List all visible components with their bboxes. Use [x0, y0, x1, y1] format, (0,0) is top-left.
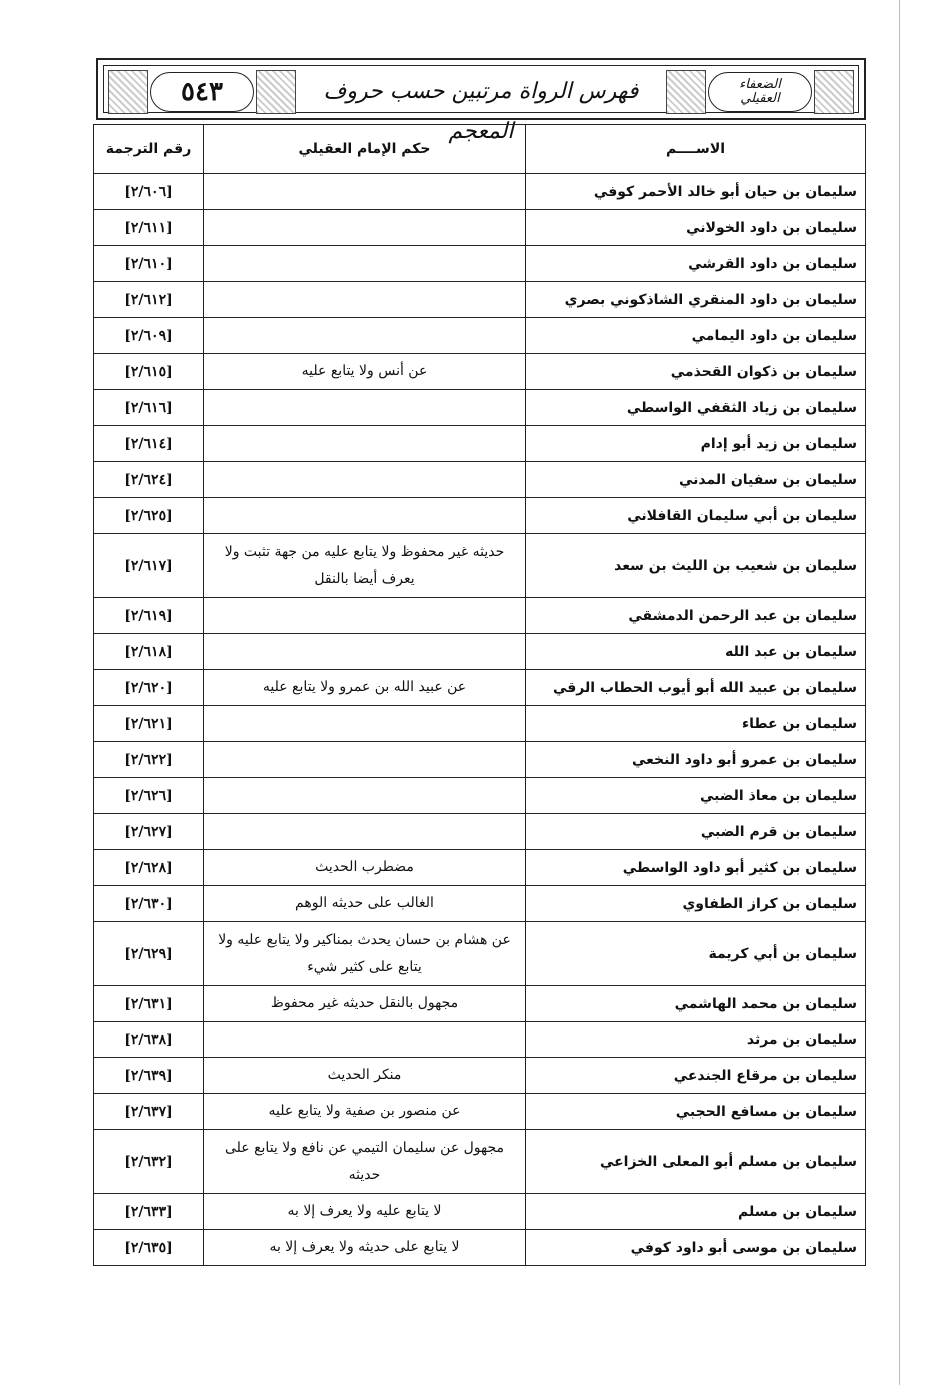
ruling-cell	[204, 318, 526, 354]
translation-ref-cell: [٢/٦٣٩]	[94, 1058, 204, 1094]
narrator-name-cell: سليمان بن داود المنقري الشاذكوني بصري	[526, 282, 866, 318]
narrator-name-cell: سليمان بن زيد أبو إدام	[526, 426, 866, 462]
table-row	[94, 850, 866, 886]
ruling-cell: مجهول عن سليمان التيمي عن نافع ولا يتابع على حديثه	[204, 1130, 526, 1194]
ruling-cell: عن أنس ولا يتابع عليه	[204, 354, 526, 390]
ruling-cell	[204, 498, 526, 534]
translation-ref-cell: [٢/٦٣٥]	[94, 1230, 204, 1266]
narrator-name-cell: سليمان بن موسى أبو داود كوفي	[526, 1230, 866, 1266]
ruling-cell	[204, 706, 526, 742]
narrator-name-cell: سليمان بن معاذ الضبي	[526, 778, 866, 814]
table-row	[94, 1194, 866, 1230]
ruling-cell	[204, 742, 526, 778]
table-row	[94, 354, 866, 390]
table-row	[94, 318, 866, 354]
page-title: فهرس الرواة مرتبين حسب حروف المعجم	[323, 79, 639, 144]
translation-ref-cell: [٢/٦١٦]	[94, 390, 204, 426]
narrator-name-cell: سليمان بن أبي سليمان القافلاني	[526, 498, 866, 534]
translation-ref-cell: [٢/٦١٩]	[94, 598, 204, 634]
table-row	[94, 210, 866, 246]
table-row	[94, 1022, 866, 1058]
narrator-name-cell: سليمان بن زياد الثقفي الواسطي	[526, 390, 866, 426]
narrator-name-cell: سليمان بن داود الخولاني	[526, 210, 866, 246]
table-row	[94, 634, 866, 670]
ruling-cell: مجهول بالنقل حديثه غير محفوظ	[204, 986, 526, 1022]
table-row	[94, 1230, 866, 1266]
table-row	[94, 670, 866, 706]
page-number: ٥٤٣	[181, 77, 223, 107]
translation-ref-cell: [٢/٦٢٠]	[94, 670, 204, 706]
column-header-ref: رقم الترجمة	[94, 125, 204, 174]
translation-ref-cell: [٢/٦٢٩]	[94, 922, 204, 986]
table-row	[94, 814, 866, 850]
logo-text-top: الضعفاء	[739, 77, 781, 92]
ruling-cell	[204, 426, 526, 462]
ruling-cell: عن عبيد الله بن عمرو ولا يتابع عليه	[204, 670, 526, 706]
translation-ref-cell: [٢/٦٢١]	[94, 706, 204, 742]
ruling-cell	[204, 174, 526, 210]
table-row	[94, 282, 866, 318]
table-row	[94, 174, 866, 210]
translation-ref-cell: [٢/٦٢٨]	[94, 850, 204, 886]
table-header-row	[94, 125, 866, 174]
translation-ref-cell: [٢/٦٠٩]	[94, 318, 204, 354]
translation-ref-cell: [٢/٦٣٧]	[94, 1094, 204, 1130]
translation-ref-cell: [٢/٦٣٢]	[94, 1130, 204, 1194]
ruling-cell	[204, 1022, 526, 1058]
narrator-name-cell: سليمان بن ذكوان القحذمي	[526, 354, 866, 390]
ruling-cell: لا يتابع عليه ولا يعرف إلا به	[204, 1194, 526, 1230]
translation-ref-cell: [٢/٦٣١]	[94, 986, 204, 1022]
narrator-name-cell: سليمان بن مسلم	[526, 1194, 866, 1230]
table-row	[94, 1058, 866, 1094]
narrator-name-cell: سليمان بن مرثد	[526, 1022, 866, 1058]
translation-ref-cell: [٢/٦١١]	[94, 210, 204, 246]
narrator-name-cell: سليمان بن محمد الهاشمي	[526, 986, 866, 1022]
translation-ref-cell: [٢/٦١٧]	[94, 534, 204, 598]
ruling-cell: عن منصور بن صفية ولا يتابع عليه	[204, 1094, 526, 1130]
table-row	[94, 886, 866, 922]
table-row	[94, 778, 866, 814]
ruling-cell	[204, 462, 526, 498]
narrator-name-cell: سليمان بن عطاء	[526, 706, 866, 742]
translation-ref-cell: [٢/٦١٨]	[94, 634, 204, 670]
ruling-cell	[204, 282, 526, 318]
narrator-name-cell: سليمان بن سفيان المدني	[526, 462, 866, 498]
table-row	[94, 986, 866, 1022]
narrator-name-cell: سليمان بن عمرو أبو داود النخعي	[526, 742, 866, 778]
logo-text-bottom: العقيلي	[740, 91, 780, 106]
ruling-cell	[204, 814, 526, 850]
narrator-name-cell: سليمان بن مسافع الحجبي	[526, 1094, 866, 1130]
table-row	[94, 742, 866, 778]
column-header-name: الاســــم	[526, 125, 866, 174]
ruling-cell: منكر الحديث	[204, 1058, 526, 1094]
narrator-name-cell: سليمان بن أبي كريمة	[526, 922, 866, 986]
narrator-name-cell: سليمان بن حيان أبو خالد الأحمر كوفي	[526, 174, 866, 210]
narrator-name-cell: سليمان بن كراز الطفاوي	[526, 886, 866, 922]
book-logo	[708, 72, 812, 112]
translation-ref-cell: [٢/٦١٢]	[94, 282, 204, 318]
ruling-cell	[204, 778, 526, 814]
narrator-name-cell: سليمان بن عبد الله	[526, 634, 866, 670]
table-row	[94, 1130, 866, 1194]
ruling-cell	[204, 390, 526, 426]
header-frame	[103, 65, 859, 144]
translation-ref-cell: [٢/٦٠٦]	[94, 174, 204, 210]
ruling-cell	[204, 634, 526, 670]
translation-ref-cell: [٢/٦٣٣]	[94, 1194, 204, 1230]
translation-ref-cell: [٢/٦٢٤]	[94, 462, 204, 498]
table-row	[94, 426, 866, 462]
narrator-name-cell: سليمان بن مرقاع الجندعي	[526, 1058, 866, 1094]
ornament-left-outer	[108, 70, 148, 114]
narrators-table	[93, 124, 866, 1266]
ornament-right-outer	[814, 70, 854, 114]
translation-ref-cell: [٢/٦٣٠]	[94, 886, 204, 922]
ornament-right-inner	[666, 70, 706, 114]
table-row	[94, 498, 866, 534]
translation-ref-cell: [٢/٦١٤]	[94, 426, 204, 462]
ruling-cell	[204, 246, 526, 282]
ruling-cell	[204, 210, 526, 246]
narrator-name-cell: سليمان بن كثير أبو داود الواسطي	[526, 850, 866, 886]
table-row	[94, 390, 866, 426]
ruling-cell: حديثه غير محفوظ ولا يتابع عليه من جهة تثبت ولا يعرف أيضا بالنقل	[204, 534, 526, 598]
translation-ref-cell: [٢/٦٢٢]	[94, 742, 204, 778]
translation-ref-cell: [٢/٦٣٨]	[94, 1022, 204, 1058]
table-row	[94, 534, 866, 598]
narrator-name-cell: سليمان بن عبد الرحمن الدمشقي	[526, 598, 866, 634]
table-row	[94, 246, 866, 282]
page-edge-rule	[899, 0, 900, 1385]
narrator-name-cell: سليمان بن عبيد الله أبو أيوب الحطاب الرقي	[526, 670, 866, 706]
table-row	[94, 1094, 866, 1130]
narrator-name-cell: سليمان بن قرم الضبي	[526, 814, 866, 850]
ruling-cell: عن هشام بن حسان يحدث بمناكير ولا يتابع عليه ولا يتابع على كثير شيء	[204, 922, 526, 986]
narrator-name-cell: سليمان بن داود اليمامي	[526, 318, 866, 354]
narrator-name-cell: سليمان بن مسلم أبو المعلى الخزاعي	[526, 1130, 866, 1194]
ornament-left-inner	[256, 70, 296, 114]
page-number-cartouche	[150, 72, 254, 112]
narrator-name-cell: سليمان بن شعيب بن الليث بن سعد	[526, 534, 866, 598]
page-header	[96, 58, 866, 144]
column-header-ruling: حكم الإمام العقيلي	[204, 125, 526, 174]
ruling-cell: الغالب على حديثه الوهم	[204, 886, 526, 922]
table-row	[94, 598, 866, 634]
table-row	[94, 922, 866, 986]
translation-ref-cell: [٢/٦٢٥]	[94, 498, 204, 534]
ruling-cell: لا يتابع على حديثه ولا يعرف إلا به	[204, 1230, 526, 1266]
translation-ref-cell: [٢/٦٢٦]	[94, 778, 204, 814]
translation-ref-cell: [٢/٦١٠]	[94, 246, 204, 282]
narrator-name-cell: سليمان بن داود القرشي	[526, 246, 866, 282]
translation-ref-cell: [٢/٦٢٧]	[94, 814, 204, 850]
ruling-cell	[204, 598, 526, 634]
translation-ref-cell: [٢/٦١٥]	[94, 354, 204, 390]
ruling-cell: مضطرب الحديث	[204, 850, 526, 886]
table-row	[94, 706, 866, 742]
table-row	[94, 462, 866, 498]
